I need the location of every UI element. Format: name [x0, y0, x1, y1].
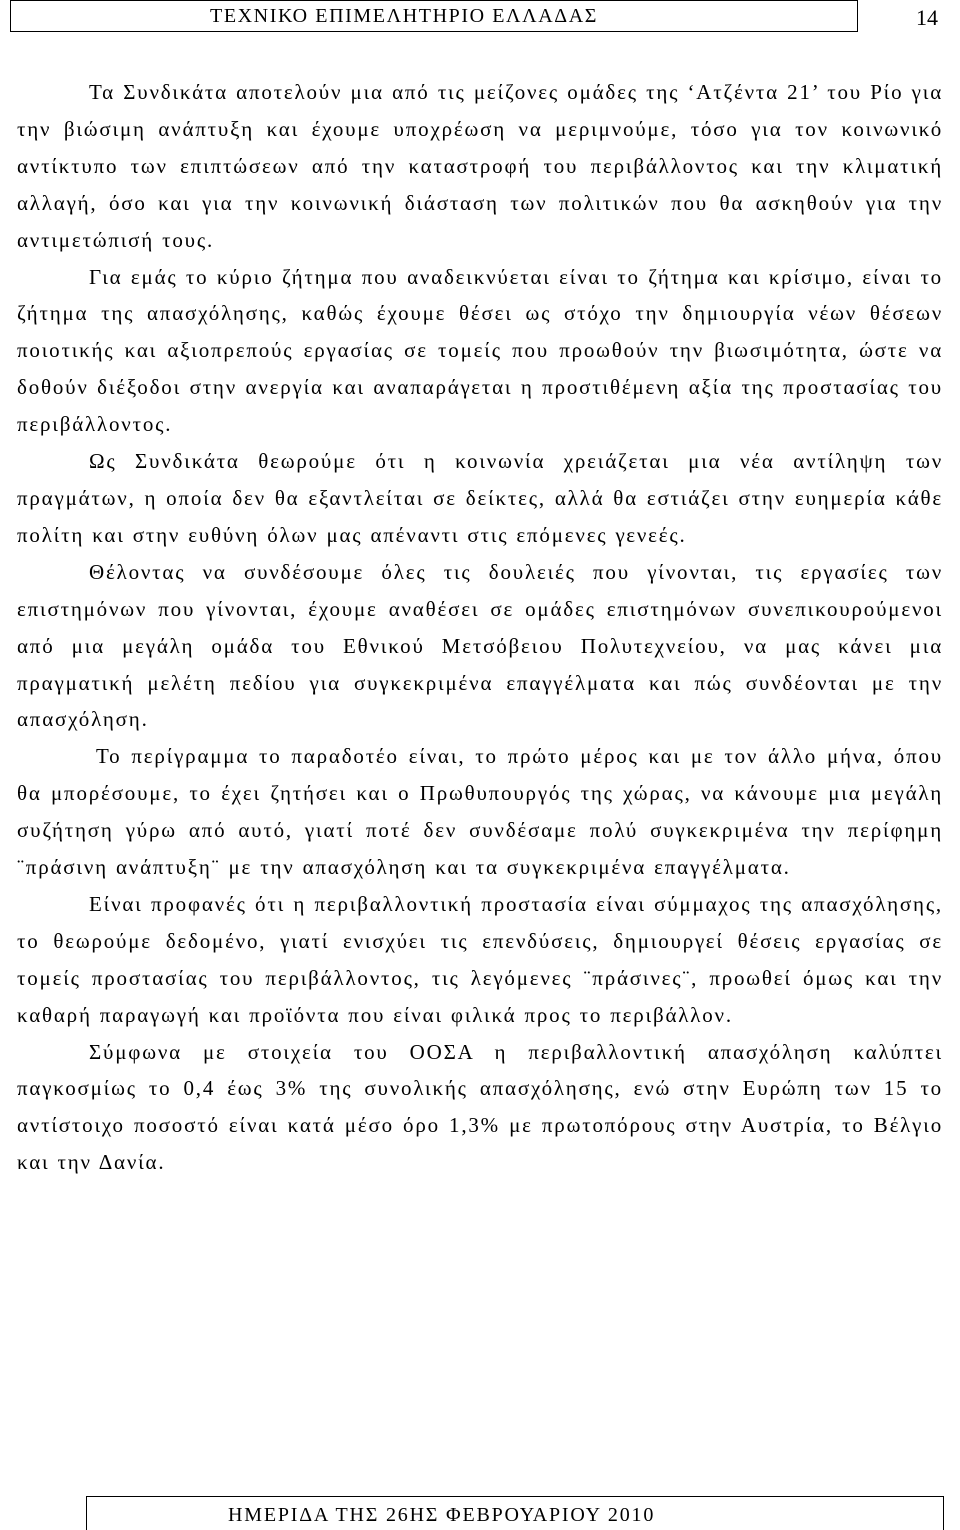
- paragraph-1: Τα Συνδικάτα αποτελούν μια από τις μείζονες ομάδες της ‘Ατζέντα 21’ του Ρίο για την βιώσιμη ανάπτυξη και έχουμε υποχρέωση να μεριμνούμε, τόσο για τον κοινωνικό αντίκτυπο των επιπτώσεων από την καταστροφή του περιβάλλοντος και την κλιματική αλλαγή, όσο και για την κοινωνική διάσταση των πολιτικών που θα ασκηθούν για την αντιμετώπισή τους.: [17, 80, 943, 252]
- paragraph-4: Θέλοντας να συνδέσουμε όλες τις δουλειές που γίνονται, τις εργασίες των επιστημόνων που γίνονται, έχουμε αναθέσει σε ομάδες επιστημόνων συνεπικουρούμενοι από μια μεγάλη ομάδα του Εθνικού Μετσόβειου Πολυτεχνείου, να μας κάνει μια πραγματική μελέτη πεδίου για συγκεκριμένα επαγγέλματα και πώς συνδέονται με την απασχόληση.: [17, 559, 943, 732]
- document-body: [17, 74, 943, 1181]
- paragraph-5: Το περίγραμμα το παραδοτέο είναι, το πρώτο μέρος και με τον άλλο μήνα, όπου θα μπορέσουμε, το έχει ζητήσει και ο Πρωθυπουργός της χώρας, να κάνουμε μια μεγάλη συζήτηση γύρω από αυτό, γιατί ποτέ δεν συνδέσαμε πολύ συγκεκριμένα την περίφημη ¨πράσινη ανάπτυξη¨ με την απασχόληση και τα συγκεκριμένα επαγγέλματα.: [17, 744, 943, 880]
- paragraph-6: Είναι προφανές ότι η περιβαλλοντική προστασία είναι σύμμαχος της απασχόλησης, το θεωρούμε δεδομένο, γιατί ενισχύει τις επενδύσεις, δημιουργεί θέσεις εργασίας σε τομείς προστασίας του περιβάλλοντος, τις λεγόμενες ¨πράσινες¨, προωθεί όμως και την καθαρή παραγωγή και προϊόντα που είναι φιλικά προς το περιβάλλον.: [17, 891, 943, 1027]
- running-footer-text: ΗΜΕΡΙΔΑ ΤΗΣ 26ΗΣ ΦΕΒΡΟΥΑΡΙΟΥ 2010: [228, 1504, 656, 1526]
- paragraph-2: Για εμάς το κύριο ζήτημα που αναδεικνύεται είναι το ζήτημα και κρίσιμο, είναι το ζήτημα της απασχόλησης, καθώς έχουμε θέσει ως στόχο την δημιουργία νέων θέσεων ποιοτικής και αξιοπρεπούς εργασίας σε τομείς που προωθούν την βιωσιμότητα, ώστε να δοθούν διέξοδοι στην ανεργία και αναπαράγεται η προστιθέμενη αξία της προστασίας του περιβάλλοντος.: [17, 264, 943, 437]
- paragraph-3: Ως Συνδικάτα θεωρούμε ότι η κοινωνία χρειάζεται μια νέα αντίληψη των πραγμάτων, η οποία δεν θα εξαντλείται σε δείκτες, αλλά θα εστιάζει στην ευημερία κάθε πολίτη και στην ευθύνη όλων μας απέναντι στις επόμενες γενεές.: [17, 449, 943, 547]
- page-number: 14: [916, 5, 938, 30]
- paragraph-7: Σύμφωνα με στοιχεία του ΟΟΣΑ η περιβαλλοντική απασχόληση καλύπτει παγκοσμίως το 0,4 έως 3% της συνολικής απασχόλησης, ενώ στην Ευρώπη των 15 το αντίστοιχο ποσοστό είναι κατά μέσο όρο 1,3% με πρωτοπόρους στην Αυστρία, το Βέλγιο και την Δανία.: [17, 1039, 943, 1175]
- running-header-title: ΤΕΧΝΙΚΟ ΕΠΙΜΕΛΗΤΗΡΙΟ ΕΛΛΑΔΑΣ: [210, 5, 599, 27]
